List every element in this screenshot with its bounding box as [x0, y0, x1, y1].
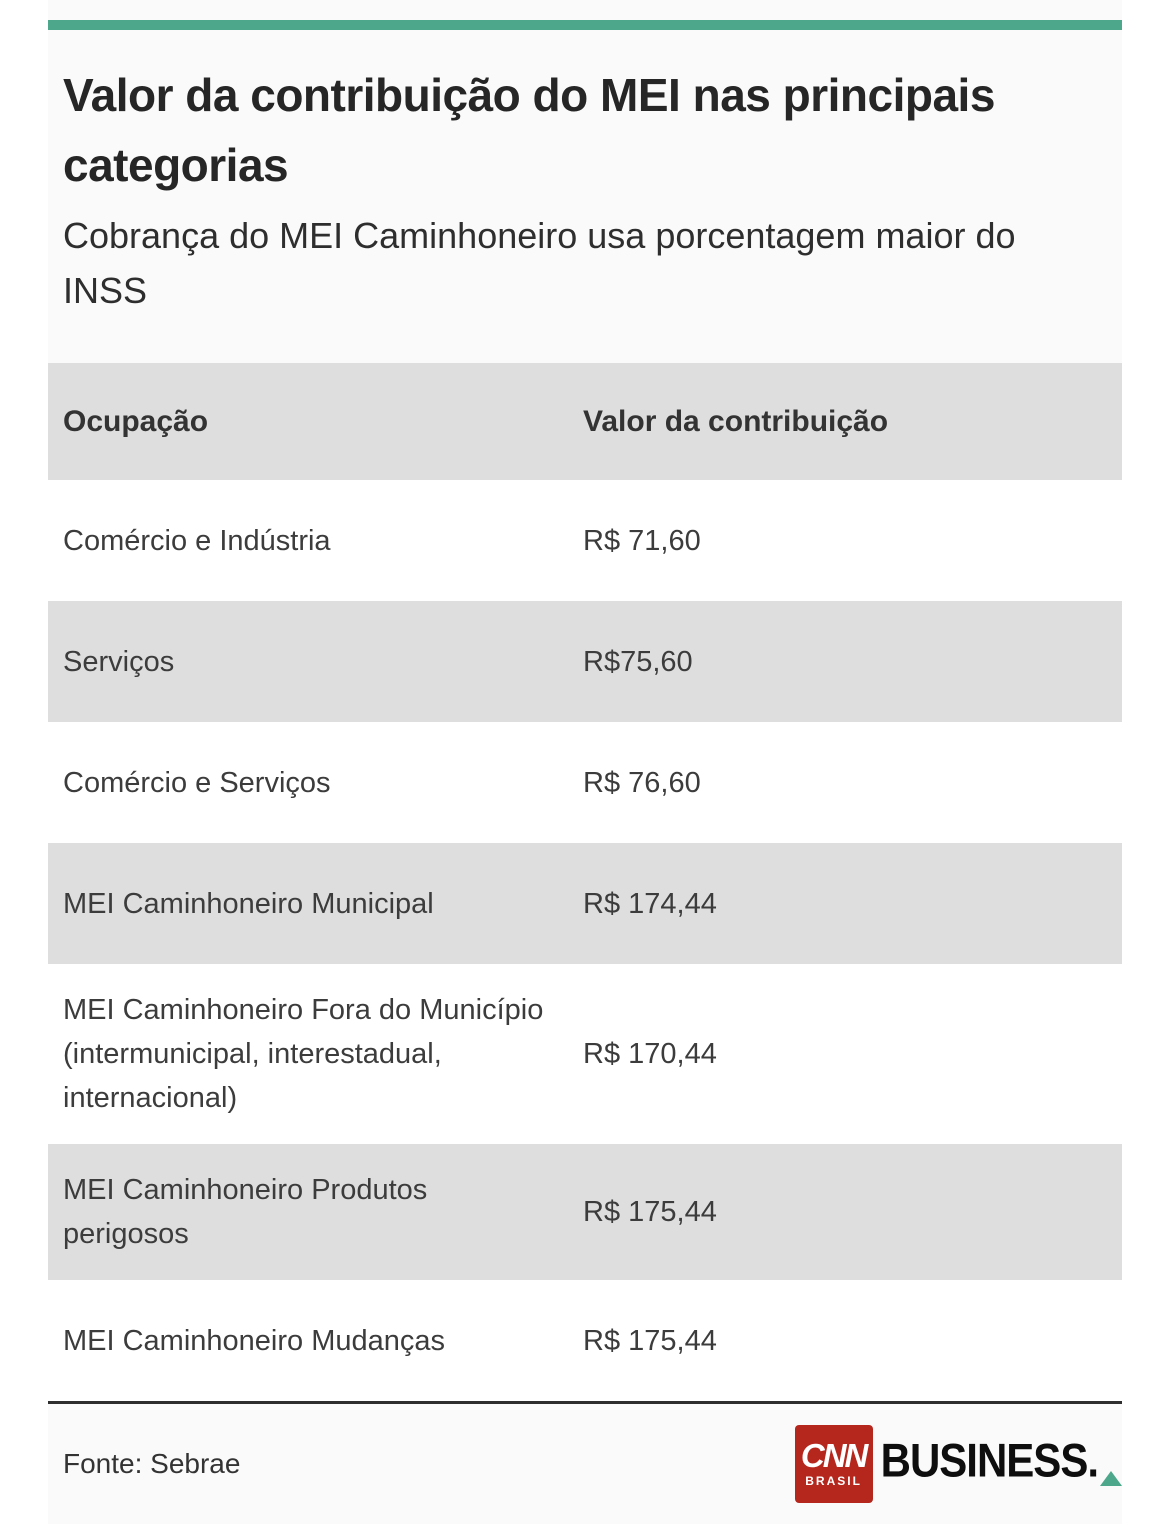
page-title: Valor da contribuição do MEI nas principais categorias — [63, 69, 995, 191]
table-row — [48, 843, 1122, 964]
page-subtitle: Cobrança do MEI Caminhoneiro usa porcentagem maior do INSS — [63, 215, 1016, 311]
table-row — [48, 601, 1122, 722]
row-value: R$ 76,60 — [583, 766, 701, 799]
table-row — [48, 480, 1122, 601]
table-row — [48, 1144, 1122, 1280]
row-value: R$75,60 — [583, 645, 693, 678]
infographic-card — [48, 0, 1122, 1524]
row-label: MEI Caminhoneiro Municipal — [63, 887, 434, 920]
row-label: MEI Caminhoneiro Mudanças — [63, 1324, 446, 1357]
row-value: R$ 71,60 — [583, 524, 701, 557]
contribution-table — [48, 363, 1122, 1401]
accent-bar — [48, 20, 1122, 30]
column-header-valor: Valor da contribuição — [583, 404, 889, 438]
cnn-logo-text: CNN — [800, 1437, 867, 1474]
cnn-brasil-logo-icon — [795, 1425, 873, 1503]
table-row — [48, 1280, 1122, 1401]
source-note: Fonte: Sebrae — [63, 1448, 241, 1479]
cnn-business-logo — [795, 1425, 1122, 1503]
cnn-brasil-text: BRASIL — [805, 1474, 862, 1488]
row-value: R$ 175,44 — [583, 1196, 717, 1228]
row-label: Serviços — [63, 645, 175, 678]
row-label: Comércio e Serviços — [63, 766, 331, 799]
top-spacer — [48, 0, 1122, 20]
business-text: BUSINESS. — [880, 1433, 1098, 1487]
row-label: Comércio e Indústria — [63, 524, 331, 557]
title-block — [48, 30, 1122, 363]
row-label: MEI Caminhoneiro Fora do Município (intermunicipal, interestadual, internacional) — [63, 994, 544, 1114]
table-header-row — [48, 363, 1122, 480]
table-body — [48, 480, 1122, 1401]
row-label: MEI Caminhoneiro Produtos perigosos — [63, 1174, 428, 1250]
column-header-ocupacao: Ocupação — [63, 404, 209, 438]
row-value: R$ 174,44 — [583, 887, 717, 920]
table-row — [48, 964, 1122, 1144]
row-value: R$ 170,44 — [583, 1038, 717, 1070]
footer — [48, 1404, 1122, 1524]
triangle-icon — [1100, 1471, 1122, 1486]
business-wordmark — [880, 1433, 1122, 1492]
table-row — [48, 722, 1122, 843]
row-value: R$ 175,44 — [583, 1324, 717, 1357]
